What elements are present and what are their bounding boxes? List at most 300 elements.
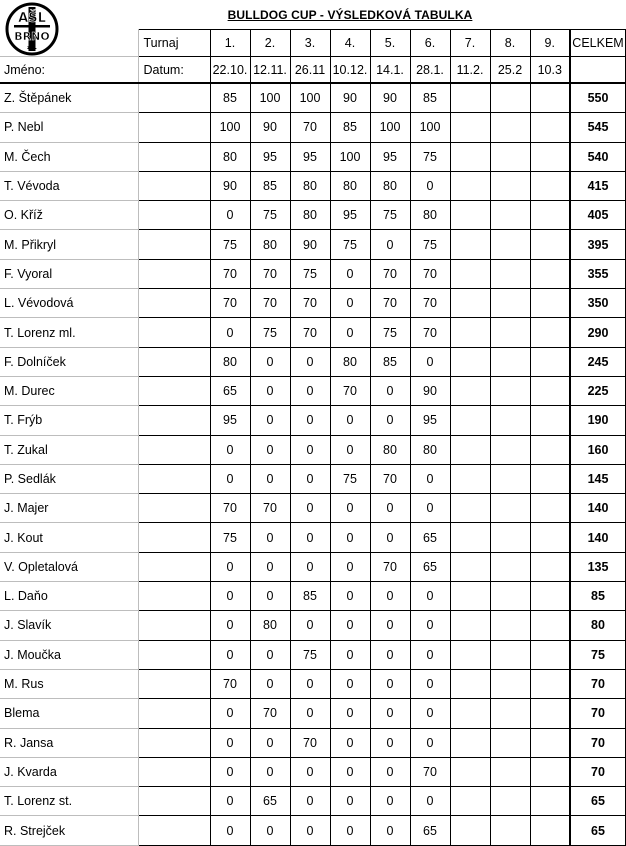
score-cell: [450, 259, 490, 288]
player-name: M. Přikryl: [0, 230, 138, 259]
score-cell: 0: [370, 757, 410, 786]
score-cell: [530, 347, 570, 376]
score-cell: 0: [210, 757, 250, 786]
score-cell: [530, 523, 570, 552]
score-cell: 0: [250, 523, 290, 552]
turnaj-label: Turnaj: [138, 30, 210, 57]
score-cell: 0: [370, 816, 410, 845]
score-cell: [450, 113, 490, 142]
score-cell: 70: [410, 757, 450, 786]
score-cell: 70: [250, 289, 290, 318]
score-cell: [490, 142, 530, 171]
score-cell: [450, 142, 490, 171]
score-cell: 0: [330, 757, 370, 786]
score-cell: 0: [330, 787, 370, 816]
score-cell: 90: [330, 83, 370, 113]
score-cell: [490, 347, 530, 376]
table-row: [0, 699, 626, 728]
score-cell: [490, 289, 530, 318]
tournament-3-header: 3.: [290, 30, 330, 57]
score-cell: 75: [370, 318, 410, 347]
player-name: M. Čech: [0, 142, 138, 171]
score-cell: [450, 406, 490, 435]
score-cell: 0: [330, 728, 370, 757]
score-cell: 70: [370, 259, 410, 288]
score-cell: [530, 376, 570, 405]
score-cell: [490, 259, 530, 288]
score-cell: [450, 728, 490, 757]
player-name: R. Jansa: [0, 728, 138, 757]
table-row: [0, 406, 626, 435]
score-cell: [530, 230, 570, 259]
score-cell: 90: [370, 83, 410, 113]
score-cell: 0: [290, 757, 330, 786]
score-cell: 0: [330, 318, 370, 347]
score-cell: 80: [210, 347, 250, 376]
score-cell: 70: [370, 464, 410, 493]
score-cell: 0: [330, 611, 370, 640]
player-name: J. Kvarda: [0, 757, 138, 786]
score-cell: 0: [210, 816, 250, 845]
score-cell: [490, 171, 530, 200]
score-cell: 0: [290, 464, 330, 493]
logo-text-brno: BRNO: [14, 30, 50, 43]
table-row: [0, 494, 626, 523]
table-row: [0, 289, 626, 318]
score-cell: [450, 816, 490, 845]
score-cell: [530, 142, 570, 171]
score-cell: 0: [330, 582, 370, 611]
logo-text-asl: AŠL: [18, 11, 46, 26]
score-cell: 0: [370, 669, 410, 698]
score-cell: [530, 669, 570, 698]
results-table: [0, 29, 626, 846]
score-cell: 0: [290, 787, 330, 816]
score-cell: 95: [250, 142, 290, 171]
score-cell: [530, 757, 570, 786]
score-cell: [490, 318, 530, 347]
score-cell: [450, 435, 490, 464]
table-row: [0, 347, 626, 376]
score-cell: [530, 552, 570, 581]
score-cell: [490, 552, 530, 581]
score-cell: 90: [290, 230, 330, 259]
tournament-6-header: 6.: [410, 30, 450, 57]
score-cell: 0: [330, 552, 370, 581]
score-cell: [530, 816, 570, 845]
score-cell: 70: [370, 289, 410, 318]
score-cell: 0: [410, 347, 450, 376]
score-cell: 65: [410, 523, 450, 552]
score-cell: 0: [330, 523, 370, 552]
score-cell: 70: [330, 376, 370, 405]
score-cell: 70: [370, 552, 410, 581]
score-cell: 0: [410, 699, 450, 728]
date-9: 10.3: [530, 57, 570, 84]
total-cell: 245: [570, 347, 626, 376]
score-cell: 0: [370, 699, 410, 728]
score-cell: 0: [370, 640, 410, 669]
score-cell: [530, 113, 570, 142]
total-cell: 415: [570, 171, 626, 200]
date-4: 10.12.: [330, 57, 370, 84]
score-cell: [490, 406, 530, 435]
score-cell: 0: [330, 669, 370, 698]
total-cell: 355: [570, 259, 626, 288]
score-cell: [530, 611, 570, 640]
header-row-tournaments: [0, 30, 626, 57]
total-cell: 160: [570, 435, 626, 464]
score-cell: 95: [210, 406, 250, 435]
tournament-9-header: 9.: [530, 30, 570, 57]
score-cell: 0: [290, 406, 330, 435]
score-cell: 0: [330, 816, 370, 845]
score-cell: [490, 523, 530, 552]
score-cell: 0: [250, 376, 290, 405]
total-cell: 65: [570, 787, 626, 816]
score-cell: 0: [290, 816, 330, 845]
total-cell: 545: [570, 113, 626, 142]
score-cell: 0: [250, 669, 290, 698]
score-cell: [530, 318, 570, 347]
score-cell: 80: [410, 435, 450, 464]
score-cell: 80: [250, 611, 290, 640]
player-name: J. Kout: [0, 523, 138, 552]
player-name: T. Lorenz ml.: [0, 318, 138, 347]
score-cell: [450, 376, 490, 405]
player-name: M. Durec: [0, 376, 138, 405]
score-cell: 85: [290, 582, 330, 611]
score-cell: [530, 728, 570, 757]
score-cell: 80: [410, 201, 450, 230]
table-row: [0, 201, 626, 230]
score-cell: 70: [210, 259, 250, 288]
table-row: [0, 757, 626, 786]
player-name: P. Sedlák: [0, 464, 138, 493]
score-cell: [530, 259, 570, 288]
date-3: 26.11: [290, 57, 330, 84]
score-cell: 80: [370, 435, 410, 464]
score-cell: 0: [210, 728, 250, 757]
player-name: O. Kříž: [0, 201, 138, 230]
date-1: 22.10.: [210, 57, 250, 84]
score-cell: 100: [330, 142, 370, 171]
score-cell: 70: [210, 669, 250, 698]
table-row: [0, 259, 626, 288]
score-cell: 0: [210, 552, 250, 581]
score-cell: 0: [290, 552, 330, 581]
score-cell: 95: [330, 201, 370, 230]
score-cell: 0: [250, 347, 290, 376]
score-cell: 100: [410, 113, 450, 142]
datum-label: Datum:: [138, 57, 210, 84]
total-cell: 290: [570, 318, 626, 347]
score-cell: [530, 289, 570, 318]
score-cell: 100: [370, 113, 410, 142]
table-row: [0, 230, 626, 259]
score-cell: [530, 464, 570, 493]
score-cell: 85: [370, 347, 410, 376]
table-row: [0, 552, 626, 581]
score-cell: [450, 289, 490, 318]
player-name: P. Nebl: [0, 113, 138, 142]
player-name: V. Opletalová: [0, 552, 138, 581]
score-cell: [530, 171, 570, 200]
score-cell: 75: [210, 523, 250, 552]
player-name: L. Daňo: [0, 582, 138, 611]
name-column-header: Jméno:: [0, 57, 138, 84]
tournament-4-header: 4.: [330, 30, 370, 57]
score-cell: 70: [250, 699, 290, 728]
score-cell: 0: [330, 435, 370, 464]
date-2: 12.11.: [250, 57, 290, 84]
score-cell: 100: [290, 83, 330, 113]
score-cell: [450, 640, 490, 669]
score-cell: 80: [250, 230, 290, 259]
score-cell: 0: [250, 435, 290, 464]
score-cell: 85: [410, 83, 450, 113]
score-cell: 85: [330, 113, 370, 142]
score-cell: [490, 201, 530, 230]
score-cell: [450, 318, 490, 347]
tournament-8-header: 8.: [490, 30, 530, 57]
score-cell: 80: [330, 171, 370, 200]
header-row-dates: [0, 57, 626, 84]
score-cell: 0: [290, 523, 330, 552]
score-cell: 0: [210, 787, 250, 816]
table-row: [0, 728, 626, 757]
score-cell: 0: [330, 289, 370, 318]
total-cell: 75: [570, 640, 626, 669]
player-name: J. Slavík: [0, 611, 138, 640]
table-row: [0, 640, 626, 669]
score-cell: 70: [250, 494, 290, 523]
score-cell: [450, 201, 490, 230]
score-cell: [490, 376, 530, 405]
score-cell: 0: [250, 464, 290, 493]
table-row: [0, 435, 626, 464]
total-cell: 395: [570, 230, 626, 259]
score-cell: 70: [410, 259, 450, 288]
score-cell: 75: [250, 201, 290, 230]
score-cell: 0: [370, 523, 410, 552]
score-cell: 80: [370, 171, 410, 200]
score-cell: [490, 464, 530, 493]
score-cell: 80: [330, 347, 370, 376]
score-cell: [450, 523, 490, 552]
score-cell: 0: [250, 406, 290, 435]
score-cell: 75: [330, 464, 370, 493]
tournament-5-header: 5.: [370, 30, 410, 57]
total-cell: 70: [570, 757, 626, 786]
score-cell: 0: [370, 494, 410, 523]
score-cell: 0: [330, 406, 370, 435]
score-cell: [490, 83, 530, 113]
score-cell: 70: [290, 318, 330, 347]
score-cell: 0: [290, 347, 330, 376]
total-cell: 85: [570, 582, 626, 611]
score-cell: [490, 728, 530, 757]
score-cell: 75: [250, 318, 290, 347]
score-cell: 0: [330, 699, 370, 728]
date-7: 11.2.: [450, 57, 490, 84]
table-row: [0, 669, 626, 698]
score-cell: 75: [330, 230, 370, 259]
tournament-2-header: 2.: [250, 30, 290, 57]
score-cell: 65: [250, 787, 290, 816]
score-cell: [490, 669, 530, 698]
score-cell: [490, 757, 530, 786]
score-cell: 65: [410, 816, 450, 845]
score-cell: [490, 582, 530, 611]
score-cell: [450, 230, 490, 259]
table-row: [0, 171, 626, 200]
score-cell: 100: [250, 83, 290, 113]
total-header: CELKEM: [570, 30, 626, 57]
score-cell: 0: [290, 494, 330, 523]
score-cell: 0: [370, 376, 410, 405]
score-cell: [490, 230, 530, 259]
player-name: T. Vévoda: [0, 171, 138, 200]
player-name: M. Rus: [0, 669, 138, 698]
score-cell: [490, 816, 530, 845]
table-row: [0, 582, 626, 611]
score-cell: [530, 494, 570, 523]
score-cell: 0: [250, 816, 290, 845]
total-cell: 70: [570, 699, 626, 728]
total-cell: 70: [570, 669, 626, 698]
score-cell: [450, 699, 490, 728]
score-cell: 0: [290, 376, 330, 405]
score-cell: 75: [410, 230, 450, 259]
score-cell: [490, 611, 530, 640]
score-cell: 0: [210, 464, 250, 493]
score-cell: 65: [210, 376, 250, 405]
date-5: 14.1.: [370, 57, 410, 84]
total-cell: 140: [570, 523, 626, 552]
tournament-7-header: 7.: [450, 30, 490, 57]
score-cell: 70: [210, 289, 250, 318]
score-cell: [530, 699, 570, 728]
score-cell: 95: [410, 406, 450, 435]
table-row: [0, 83, 626, 113]
score-cell: 70: [290, 728, 330, 757]
table-row: [0, 611, 626, 640]
score-cell: [450, 494, 490, 523]
score-cell: 70: [210, 494, 250, 523]
score-cell: 0: [210, 699, 250, 728]
score-cell: 0: [410, 640, 450, 669]
score-cell: [490, 113, 530, 142]
score-cell: 75: [370, 201, 410, 230]
score-cell: 90: [250, 113, 290, 142]
score-cell: [450, 582, 490, 611]
score-cell: 0: [250, 757, 290, 786]
player-name: T. Frýb: [0, 406, 138, 435]
total-cell: 135: [570, 552, 626, 581]
score-cell: 0: [250, 640, 290, 669]
score-cell: 0: [290, 699, 330, 728]
score-cell: 70: [410, 318, 450, 347]
score-cell: 0: [210, 582, 250, 611]
score-cell: 0: [370, 582, 410, 611]
score-cell: 0: [410, 464, 450, 493]
score-cell: [530, 435, 570, 464]
score-cell: 0: [330, 640, 370, 669]
score-cell: 65: [410, 552, 450, 581]
player-name: J. Moučka: [0, 640, 138, 669]
total-cell: 140: [570, 494, 626, 523]
score-cell: 0: [330, 259, 370, 288]
score-cell: 80: [290, 171, 330, 200]
total-cell: 405: [570, 201, 626, 230]
score-cell: 0: [370, 787, 410, 816]
score-cell: [450, 347, 490, 376]
score-cell: 80: [210, 142, 250, 171]
score-cell: 75: [290, 259, 330, 288]
score-cell: 0: [210, 318, 250, 347]
score-cell: 0: [370, 728, 410, 757]
score-cell: 0: [370, 406, 410, 435]
score-cell: [450, 171, 490, 200]
total-cell: 190: [570, 406, 626, 435]
score-cell: 0: [210, 611, 250, 640]
score-cell: 0: [210, 201, 250, 230]
player-name: Z. Štěpánek: [0, 83, 138, 113]
date-6: 28.1.: [410, 57, 450, 84]
score-cell: 0: [250, 552, 290, 581]
total-cell: 65: [570, 816, 626, 845]
score-cell: 0: [250, 582, 290, 611]
score-cell: [450, 669, 490, 698]
score-cell: 0: [290, 435, 330, 464]
score-cell: 0: [410, 669, 450, 698]
score-cell: [450, 83, 490, 113]
score-cell: 70: [250, 259, 290, 288]
total-cell: 350: [570, 289, 626, 318]
score-cell: 75: [210, 230, 250, 259]
score-cell: 0: [210, 435, 250, 464]
score-cell: [530, 201, 570, 230]
score-cell: 100: [210, 113, 250, 142]
score-cell: 90: [410, 376, 450, 405]
total-cell: 550: [570, 83, 626, 113]
score-cell: 0: [330, 494, 370, 523]
score-cell: [450, 552, 490, 581]
score-cell: [450, 757, 490, 786]
tournament-1-header: 1.: [210, 30, 250, 57]
score-cell: 0: [410, 728, 450, 757]
score-cell: 85: [250, 171, 290, 200]
table-row: [0, 523, 626, 552]
date-8: 25.2: [490, 57, 530, 84]
score-cell: 0: [410, 582, 450, 611]
score-cell: 0: [370, 230, 410, 259]
total-cell: 145: [570, 464, 626, 493]
score-cell: [490, 435, 530, 464]
score-cell: 0: [370, 611, 410, 640]
score-cell: 0: [290, 669, 330, 698]
player-name: R. Strejček: [0, 816, 138, 845]
score-cell: 80: [290, 201, 330, 230]
page-title: BULLDOG CUP - VÝSLEDKOVÁ TABULKA: [227, 8, 473, 22]
table-row: [0, 113, 626, 142]
table-row: [0, 464, 626, 493]
score-cell: [490, 640, 530, 669]
player-name: J. Majer: [0, 494, 138, 523]
player-name: T. Lorenz st.: [0, 787, 138, 816]
score-cell: 0: [410, 494, 450, 523]
